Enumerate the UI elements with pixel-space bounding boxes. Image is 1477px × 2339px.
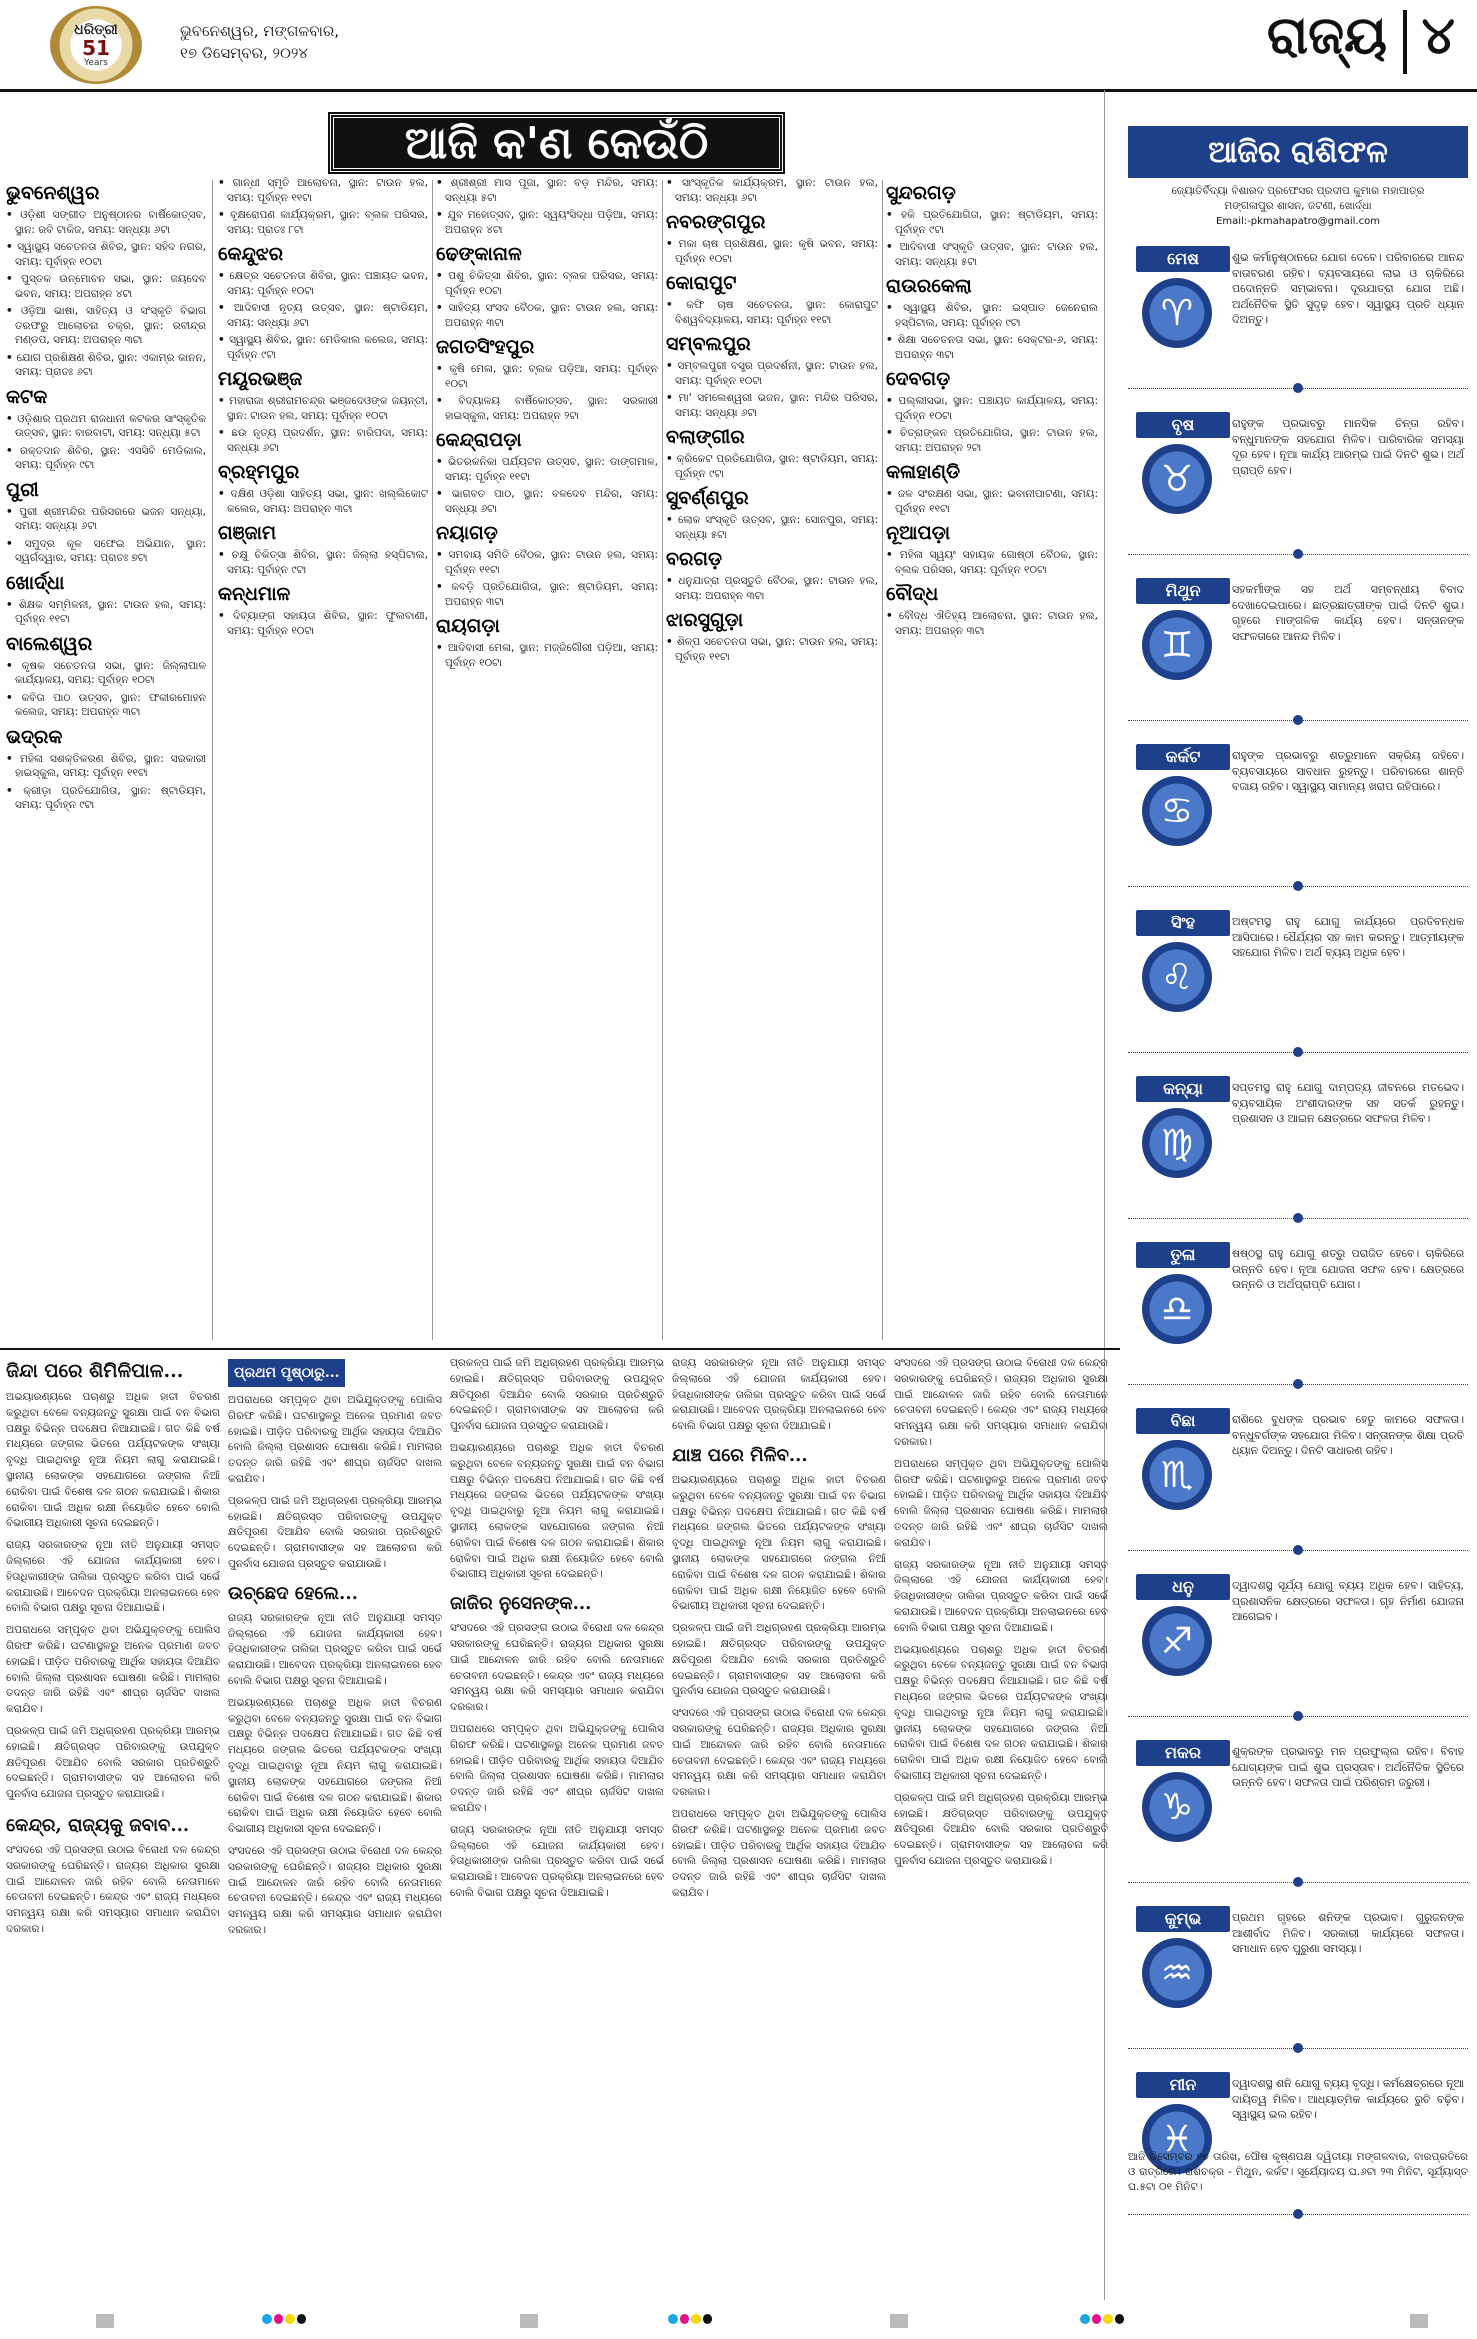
column-rule (432, 180, 433, 1340)
news-column (672, 1356, 886, 2291)
news-paragraph: ପ୍ରକଳ୍ପ ପାଇଁ ଜମି ଅଧିଗ୍ରହଣ ପ୍ରକ୍ରିୟା ଆରମ୍ଭ ହୋଇଛି। କ୍ଷତିଗ୍ରସ୍ତ ପରିବାରଙ୍କୁ ଉପଯୁକ୍ତ କ୍ଷତିପୂରଣ ଦିଆଯିବ ବୋଲି ସରକାର ପ୍ରତିଶ୍ରୁତି ଦେଇଛନ୍ତି। ଗ୍ରାମବାସୀଙ୍କ ସହ ଆଲୋଚନା କରି ପୁନର୍ବାସ ଯୋଜନା ପ୍ରସ୍ତୁତ କରାଯାଉଛି। (450, 1357, 664, 1433)
sign-separator (1128, 2048, 1468, 2058)
dateline (180, 20, 339, 64)
gray-bar (890, 2314, 908, 2328)
zodiac-icon: ♒ (1142, 1938, 1212, 2008)
event-item: • ଛଉ ନୃତ୍ୟ ପ୍ରଦର୍ଶନ, ସ୍ଥାନ: ବାରିପଦା, ସମୟ: ସନ୍ଧ୍ୟା ୬ଟା (218, 426, 428, 455)
event-item: • ସମ୍ବଲପୁରୀ ବସ୍ତ୍ର ପ୍ରଦର୍ଶନୀ, ସ୍ଥାନ: ଟାଉନ ହଲ, ସମୟ: ପୂର୍ବାହ୍ନ ୧୦ଟା (666, 359, 878, 388)
sign-prediction: ଦ୍ୱାଦଶସ୍ଥ ସୂର୍ଯ୍ୟ ଯୋଗୁ ବ୍ୟୟ ଅଧିକ ହେବ। ସାହିତ୍ୟ, ପ୍ରଶାସନିକ କ୍ଷେତ୍ରରେ ସଫଳତା। ଗୃହ ନିର୍ମାଣ ଯୋଜନା ଆଗେଇବ। (1232, 1579, 1464, 1623)
news-paragraph: ରାଜ୍ୟ ସରକାରଙ୍କ ନୂଆ ନୀତି ଅନୁଯାୟୀ ସମସ୍ତ ଜିଲ୍ଲାରେ ଏହି ଯୋଜନା କାର୍ଯ୍ୟକାରୀ ହେବ। ହିତାଧିକାରୀଙ୍କ ତାଲିକା ପ୍ରସ୍ତୁତ କରିବା ପାଇଁ ସର୍ଭେ କରାଯାଉଛି। ଆବେଦନ ପ୍ରକ୍ରିୟା ଅନଲାଇନରେ ହେବ ବୋଲି ବିଭାଗ ପକ୍ଷରୁ ସୂଚନା ଦିଆଯାଇଛି। (6, 1539, 220, 1615)
event-item: • ଗାନ୍ଧୀ ସ୍ମୃତି ଆଲୋଚନା, ସ୍ଥାନ: ଟାଉନ ହଲ, ସମୟ: ପୂର୍ବାହ୍ନ ୧୧ଟା (218, 176, 428, 205)
sign-label: ବୃଷ (1136, 412, 1230, 438)
horoscope-sign (1128, 1906, 1468, 2066)
color-registration-mark (262, 2314, 306, 2328)
city-heading: କେନ୍ଦ୍ରାପଡ଼ା (436, 429, 522, 451)
news-subheadline: କେନ୍ଦ୍ର, ରାଜ୍ୟକୁ ଜବାବ... (6, 1814, 190, 1836)
sign-label: ମେଷ (1136, 246, 1230, 272)
city-heading: ଭୁବନେଶ୍ୱର (6, 182, 100, 204)
zodiac-icon: ♑ (1142, 1772, 1212, 1842)
dateline-city-day: ଭୁବନେଶ୍ୱର, ମଙ୍ଗଳବାର, (180, 22, 340, 40)
event-item: • ଓଡ଼ିଆ ଭାଷା, ସାହିତ୍ୟ ଓ ସଂସ୍କୃତି ବିଭାଗ ତରଫରୁ ଆଲୋଚନା ଚକ୍ର, ସ୍ଥାନ: ରବୀନ୍ଦ୍ର ମଣ୍ଡପ, ସମୟ: ଅପରାହ୍ନ ୩ଟା (6, 304, 206, 348)
gray-bar (96, 2314, 114, 2328)
sign-label: ଧନୁ (1136, 1574, 1230, 1600)
news-column (228, 1356, 442, 2291)
news-subheadline: ଉଚ୍ଛେଦ ହେଲେ... (228, 1582, 358, 1604)
news-headline: ଜିନ୍ଦା ପରେ ଶିମିଳିପାଳ... (6, 1360, 184, 1382)
event-item: • କବଡ଼ି ପ୍ରତିଯୋଗିତା, ସ୍ଥାନ: ଷ୍ଟାଡିୟମ, ସମୟ: ଅପରାହ୍ନ ୩ଟା (436, 580, 658, 609)
event-item: • ଯୋଗ ପ୍ରଶିକ୍ଷଣ ଶିବିର, ସ୍ଥାନ: ଏକାମ୍ର କାନନ, ସମୟ: ପ୍ରାତଃ ୬ଟା (6, 351, 206, 380)
horoscope-author-block (1128, 184, 1468, 229)
column-rule (662, 180, 663, 1340)
sign-label: ତୁଳା (1136, 1242, 1230, 1268)
event-item: • ସାଂସ୍କୃତିକ କାର୍ଯ୍ୟକ୍ରମ, ସ୍ଥାନ: ଟାଉନ ହଲ, ସମୟ: ସନ୍ଧ୍ୟା ୬ଟା (666, 176, 878, 205)
zodiac-icon: ♏ (1142, 1440, 1212, 1510)
zodiac-icon: ♋ (1142, 776, 1212, 846)
page-divider (1403, 10, 1407, 74)
event-item: • କଫି ଚାଷ ସଚେତନତା, ସ୍ଥାନ: କୋରାପୁଟ ବିଶ୍ୱବିଦ୍ୟାଳୟ, ସମୟ: ପୂର୍ବାହ୍ନ ୧୧ଟା (666, 298, 878, 327)
event-item: • ଧନୁଯାତ୍ରା ପ୍ରସ୍ତୁତି ବୈଠକ, ସ୍ଥାନ: ଟାଉନ ହଲ, ସମୟ: ଅପରାହ୍ନ ୩ଟା (666, 574, 878, 603)
news-paragraph: ପ୍ରକଳ୍ପ ପାଇଁ ଜମି ଅଧିଗ୍ରହଣ ପ୍ରକ୍ରିୟା ଆରମ୍ଭ ହୋଇଛି। କ୍ଷତିଗ୍ରସ୍ତ ପରିବାରଙ୍କୁ ଉପଯୁକ୍ତ କ୍ଷତିପୂରଣ ଦିଆଯିବ ବୋଲି ସରକାର ପ୍ରତିଶ୍ରୁତି ଦେଇଛନ୍ତି। ଗ୍ରାମବାସୀଙ୍କ ସହ ଆଲୋଚନା କରି ପୁନର୍ବାସ ଯୋଜନା ପ୍ରସ୍ତୁତ କରାଯାଉଛି। (894, 1791, 1108, 1867)
event-item: • ଜଳ ସଂରକ୍ଷଣ ସଭା, ସ୍ଥାନ: ଭବାନୀପାଟଣା, ସମୟ: ପୂର୍ବାହ୍ନ ୧୧ଟା (886, 487, 1098, 516)
sign-label: ମକର (1136, 1740, 1230, 1766)
dateline-date: ୧୭ ଡିସେମ୍ବର, ୨୦୨୪ (180, 44, 308, 62)
event-item: • ପଶୁ ଚିକିତ୍ସା ଶିବିର, ସ୍ଥାନ: ବ୍ଲକ ପରିସର, ସମୟ: ପୂର୍ବାହ୍ନ ୧୦ଟା (436, 269, 658, 298)
city-heading: ମୟୂରଭଞ୍ଜ (218, 368, 303, 390)
city-heading: ଜଗତସିଂହପୁର (436, 336, 535, 358)
event-item: • ଶ୍ରୀଶ୍ରୀ ମାସ ପୂଜା, ସ୍ଥାନ: ବଡ଼ ମନ୍ଦିର, ସମୟ: ସନ୍ଧ୍ୟା ୫ଟା (436, 176, 658, 205)
event-item: • ପଲ୍ଲୀସଭା, ସ୍ଥାନ: ପଞ୍ଚାୟତ କାର୍ଯ୍ୟାଳୟ, ସମୟ: ପୂର୍ବାହ୍ନ ୧୦ଟା (886, 394, 1098, 423)
city-heading: ପୁରୀ (6, 478, 39, 501)
city-heading: ଗଞ୍ଜାମ (218, 522, 277, 544)
sign-separator (1128, 886, 1468, 896)
event-item: • ମହିଳା ସଶକ୍ତିକରଣ ଶିବିର, ସ୍ଥାନ: ସରକାରୀ ହାଇସ୍କୁଲ, ସମୟ: ପୂର୍ବାହ୍ନ ୧୧ଟା (6, 752, 206, 781)
city-heading: ନବରଙ୍ଗପୁର (666, 211, 766, 233)
event-item: • ଓଡ଼ିଶାର ପ୍ରଥମ ରାଜଧାନୀ କଟକର ସାଂସ୍କୃତିକ ଉତ୍ସବ, ସ୍ଥାନ: ବାରବାଟୀ, ସମୟ: ସନ୍ଧ୍ୟା ୫ଟା (6, 412, 206, 441)
event-item: • ଲୋକ ସଂସ୍କୃତି ଉତ୍ସବ, ସ୍ଥାନ: ସୋନପୁର, ସମୟ: ସନ୍ଧ୍ୟା ୫ଟା (666, 513, 878, 542)
events-banner: ଆଜି କ'ଣ କେଉଁଠି (330, 114, 783, 172)
sign-separator (1128, 388, 1468, 398)
news-paragraph: ରାଜ୍ୟ ସରକାରଙ୍କ ନୂଆ ନୀତି ଅନୁଯାୟୀ ସମସ୍ତ ଜିଲ୍ଲାରେ ଏହି ଯୋଜନା କାର୍ଯ୍ୟକାରୀ ହେବ। ହିତାଧିକାରୀଙ୍କ ତାଲିକା ପ୍ରସ୍ତୁତ କରିବା ପାଇଁ ସର୍ଭେ କରାଯାଉଛି। ଆବେଦନ ପ୍ରକ୍ରିୟା ଅନଲାଇନରେ ହେବ ବୋଲି ବିଭାଗ ପକ୍ଷରୁ ସୂଚନା ଦିଆଯାଇଛି। (672, 1357, 886, 1433)
horoscope-panel (1128, 126, 1468, 2296)
event-item: • ସମୁଦ୍ର କୂଳ ସଫେଇ ଅଭିଯାନ, ସ୍ଥାନ: ସ୍ୱର୍ଗଦ୍ୱାର, ସମୟ: ପ୍ରାତଃ ୭ଟା (6, 537, 206, 566)
event-item: • ମକା ଚାଷ ପ୍ରଶିକ୍ଷଣ, ସ୍ଥାନ: କୃଷି ଭବନ, ସମୟ: ପୂର୍ବାହ୍ନ ୧୦ଟା (666, 237, 878, 266)
city-heading: ଖୋର୍ଦ୍ଧା (6, 571, 65, 594)
event-item: • ଚିତ୍ରାଙ୍କନ ପ୍ରତିଯୋଗିତା, ସ୍ଥାନ: ଟାଉନ ହଲ, ସମୟ: ଅପରାହ୍ନ ୨ଟା (886, 426, 1098, 455)
city-heading: ସୁବର୍ଣ୍ଣପୁର (666, 487, 749, 509)
event-item: • ପୁସ୍ତକ ଉନ୍ମୋଚନ ସଭା, ସ୍ଥାନ: ଜୟଦେବ ଭବନ, ସମୟ: ଅପରାହ୍ନ ୪ଟା (6, 272, 206, 301)
city-heading: ବଲାଙ୍ଗୀର (666, 426, 745, 448)
events-column (886, 176, 1098, 1341)
sign-prediction: ରାଶିରେ ବୁଧଙ୍କ ପ୍ରଭାବ ହେତୁ କାମରେ ସଫଳତା। ବନ୍ଧୁବର୍ଗଙ୍କ ସହଯୋଗ ମିଳିବ। ସନ୍ତାନଙ୍କ ଶିକ୍ଷା ପ୍ରତି ଧ୍ୟାନ ଦିଅନ୍ତୁ। ଦିନଟି ସାଧାରଣ ରହିବ। (1232, 1413, 1464, 1457)
sign-prediction: ଷଷ୍ଠସ୍ଥ ରାହୁ ଯୋଗୁ ଶତ୍ରୁ ପରାଜିତ ହେବେ। ଚାକିରିରେ ଉନ୍ନତି ହେବ। ନୂଆ ଯୋଜନା ସଫଳ ହେବ। କ୍ଷେତ୍ରରେ ଉନ୍ନତି ଓ ଅର୍ଥପ୍ରାପ୍ତି ଯୋଗ। (1232, 1247, 1464, 1291)
section-name: ରାଜ୍ୟ (1266, 6, 1387, 66)
horoscope-sign (1128, 412, 1468, 572)
event-item: • ରକ୍ତଦାନ ଶିବିର, ସ୍ଥାନ: ଏସସିବି ମେଡିକାଲ, ସମୟ: ପୂର୍ବାହ୍ନ ୯ଟା (6, 444, 206, 473)
events-column (6, 176, 206, 1341)
sign-prediction: ସପ୍ତମସ୍ଥ ରାହୁ ଯୋଗୁ ଦାମ୍ପତ୍ୟ ଜୀବନରେ ମତଭେଦ। ବ୍ୟବସାୟିକ ଅଂଶୀଦାରଙ୍କ ସହ ସତର୍କ ରୁହନ୍ତୁ। ପ୍ରଶାସନ ଓ ଆଇନ କ୍ଷେତ୍ରରେ ସଫଳତା ମିଳିବ। (1232, 1081, 1464, 1125)
news-paragraph: ରାଜ୍ୟ ସରକାରଙ୍କ ନୂଆ ନୀତି ଅନୁଯାୟୀ ସମସ୍ତ ଜିଲ୍ଲାରେ ଏହି ଯୋଜନା କାର୍ଯ୍ୟକାରୀ ହେବ। ହିତାଧିକାରୀଙ୍କ ତାଲିକା ପ୍ରସ୍ତୁତ କରିବା ପାଇଁ ସର୍ଭେ କରାଯାଉଛି। ଆବେଦନ ପ୍ରକ୍ରିୟା ଅନଲାଇନରେ ହେବ ବୋଲି ବିଭାଗ ପକ୍ଷରୁ ସୂଚନା ଦିଆଯାଇଛି। (228, 1611, 442, 1687)
sign-separator (1128, 554, 1468, 564)
event-item: • ସାହିତ୍ୟ ସଂସଦ ବୈଠକ, ସ୍ଥାନ: ଟାଉନ ହଲ, ସମୟ: ଅପରାହ୍ନ ୩ଟା (436, 301, 658, 330)
print-marks (0, 2310, 1477, 2332)
page-number: ୪ (1421, 6, 1455, 66)
sign-prediction: ରାହୁଙ୍କ ପ୍ରଭାବରୁ ଶତ୍ରୁମାନେ ସକ୍ରିୟ ରହିବେ। ବ୍ୟବସାୟରେ ସାବଧାନ ରୁହନ୍ତୁ। ପରିବାରରେ ଶାନ୍ତି ବଜାୟ ରହିବ। ସ୍ୱାସ୍ଥ୍ୟ ସାମାନ୍ୟ ଖରାପ ରହିପାରେ। (1232, 749, 1464, 793)
sign-separator (1128, 1218, 1468, 1228)
sign-prediction: ରାହୁଙ୍କ ପ୍ରଭାବରୁ ମାନସିକ ଚିନ୍ତା ରହିବ। ବନ୍ଧୁମାନଙ୍କ ସହଯୋଗ ମିଳିବ। ପାରିବାରିକ ସମସ୍ୟା ଦୂର ହେବ। ନୂଆ କାର୍ଯ୍ୟ ଆରମ୍ଭ ପାଇଁ ଦିନଟି ଶୁଭ। ଅର୍ଥ ପ୍ରାପ୍ତି ହେବ। (1232, 417, 1464, 477)
news-subheadline: ଜାଜିର ନୁସେନଙ୍କ... (450, 1593, 592, 1615)
horoscope-address: ମଙ୍ଗଳାପୁର ଶାସନ, ଜଟଣୀ, ଖୋର୍ଦ୍ଧା (1224, 200, 1372, 212)
sign-label: ମୀନ (1136, 2072, 1230, 2098)
zodiac-icon: ♓ (1142, 2104, 1212, 2174)
event-item: • ଭାଗବତ ପାଠ, ସ୍ଥାନ: ବଳଦେବ ମନ୍ଦିର, ସମୟ: ସନ୍ଧ୍ୟା ୬ଟା (436, 487, 658, 516)
events-column (666, 176, 878, 1341)
sign-prediction: ଅଷ୍ଟମସ୍ଥ ରାହୁ ଯୋଗୁ କାର୍ଯ୍ୟରେ ପ୍ରତିବନ୍ଧକ ଆସିପାରେ। ଧୈର୍ଯ୍ୟର ସହ କାମ କରନ୍ତୁ। ଆତ୍ମୀୟଙ୍କ ସହଯୋଗ ମିଳିବ। ଅର୍ଥ ବ୍ୟୟ ଅଧିକ ହେବ। (1232, 915, 1464, 959)
sign-prediction: ଦ୍ୱାଦଶସ୍ଥ ଶନି ଯୋଗୁ ବ୍ୟୟ ବୃଦ୍ଧି। କର୍ମକ୍ଷେତ୍ରରେ ନୂଆ ଦାୟିତ୍ୱ ମିଳିବ। ଆଧ୍ୟାତ୍ମିକ କାର୍ଯ୍ୟରେ ରୁଚି ବଢ଼ିବ। ସ୍ୱାସ୍ଥ୍ୟ ଭଲ ରହିବ। (1232, 2077, 1464, 2121)
news-paragraph: ରାଜ୍ୟ ସରକାରଙ୍କ ନୂଆ ନୀତି ଅନୁଯାୟୀ ସମସ୍ତ ଜିଲ୍ଲାରେ ଏହି ଯୋଜନା କାର୍ଯ୍ୟକାରୀ ହେବ। ହିତାଧିକାରୀଙ୍କ ତାଲିକା ପ୍ରସ୍ତୁତ କରିବା ପାଇଁ ସର୍ଭେ କରାଯାଉଛି। ଆବେଦନ ପ୍ରକ୍ରିୟା ଅନଲାଇନରେ ହେବ ବୋଲି ବିଭାଗ ପକ୍ଷରୁ ସୂଚନା ଦିଆଯାଇଛି। (450, 1823, 664, 1899)
news-paragraph: ଅପରାଧରେ ସମ୍ପୃକ୍ତ ଥିବା ଅଭିଯୁକ୍ତଙ୍କୁ ପୋଲିସ ଗିରଫ କରିଛି। ଘଟଣାସ୍ଥଳରୁ ଅନେକ ପ୍ରମାଣ ଜବତ ହୋଇଛି। ପୀଡ଼ିତ ପରିବାରକୁ ଆର୍ଥିକ ସହାୟତା ଦିଆଯିବ ବୋଲି ଜିଲ୍ଲା ପ୍ରଶାସନ ଘୋଷଣା କରିଛି। ମାମଲାର ତଦନ୍ତ ଜାରି ରହିଛି ଏବଂ ଶୀଘ୍ର ଚାର୍ଜସିଟ ଦାଖଲ କରାଯିବ। (894, 1457, 1108, 1549)
event-item: • ଆଦିବାସୀ ନୃତ୍ୟ ଉତ୍ସବ, ସ୍ଥାନ: ଷ୍ଟାଡିୟମ, ସମୟ: ସନ୍ଧ୍ୟା ୬ଟା (218, 301, 428, 330)
event-item: • ଆଦିବାସୀ ସଂସ୍କୃତି ଉତ୍ସବ, ସ୍ଥାନ: ଟାଉନ ହଲ, ସମୟ: ସନ୍ଧ୍ୟା ୫ଟା (886, 240, 1098, 269)
event-item: • ଶିଳ୍ପ ସଚେତନତା ସଭା, ସ୍ଥାନ: ଟାଉନ ହଲ, ସମୟ: ପୂର୍ବାହ୍ନ ୧୧ଟା (666, 635, 878, 664)
event-item: • ସମବାୟ ସମିତି ବୈଠକ, ସ୍ଥାନ: ଟାଉନ ହଲ, ସମୟ: ପୂର୍ବାହ୍ନ ୧୧ଟା (436, 548, 658, 577)
news-paragraph: ସଂସଦରେ ଏହି ପ୍ରସଙ୍ଗ ଉଠାଇ ବିରୋଧୀ ଦଳ କେନ୍ଦ୍ର ସରକାରଙ୍କୁ ଘେରିଛନ୍ତି। ରାଜ୍ୟର ଅଧିକାର ସୁରକ୍ଷା ପାଇଁ ଆନ୍ଦୋଳନ ଜାରି ରହିବ ବୋଲି ନେତାମାନେ ଚେତାବନୀ ଦେଇଛନ୍ତି। କେନ୍ଦ୍ର ଏବଂ ରାଜ୍ୟ ମଧ୍ୟରେ ସମନ୍ୱୟ ରକ୍ଷା କରି ସମସ୍ୟାର ସମାଧାନ କରାଯିବା ଦରକାର। (894, 1357, 1108, 1448)
events-listing (0, 176, 1120, 1341)
column-rule (212, 180, 213, 1340)
zodiac-icon: ♈ (1142, 278, 1212, 348)
news-paragraph: ସଂସଦରେ ଏହି ପ୍ରସଙ୍ଗ ଉଠାଇ ବିରୋଧୀ ଦଳ କେନ୍ଦ୍ର ସରକାରଙ୍କୁ ଘେରିଛନ୍ତି। ରାଜ୍ୟର ଅଧିକାର ସୁରକ୍ଷା ପାଇଁ ଆନ୍ଦୋଳନ ଜାରି ରହିବ ବୋଲି ନେତାମାନେ ଚେତାବନୀ ଦେଇଛନ୍ତି। କେନ୍ଦ୍ର ଏବଂ ରାଜ୍ୟ ମଧ୍ୟରେ ସମନ୍ୱୟ ରକ୍ଷା କରି ସମସ୍ୟାର ସମାଧାନ କରାଯିବା ଦରକାର। (450, 1622, 664, 1714)
anniversary-logo (50, 6, 142, 84)
anniversary-number: 51 (82, 35, 110, 60)
event-item: • କ୍ରିକେଟ ପ୍ରତିଯୋଗିତା, ସ୍ଥାନ: ଷ୍ଟାଡିୟମ, ସମୟ: ପୂର୍ବାହ୍ନ ୯ଟା (666, 452, 878, 481)
news-paragraph: ଅପରାଧରେ ସମ୍ପୃକ୍ତ ଥିବା ଅଭିଯୁକ୍ତଙ୍କୁ ପୋଲିସ ଗିରଫ କରିଛି। ଘଟଣାସ୍ଥଳରୁ ଅନେକ ପ୍ରମାଣ ଜବତ ହୋଇଛି। ପୀଡ଼ିତ ପରିବାରକୁ ଆର୍ଥିକ ସହାୟତା ଦିଆଯିବ ବୋଲି ଜିଲ୍ଲା ପ୍ରଶାସନ ଘୋଷଣା କରିଛି। ମାମଲାର ତଦନ୍ତ ଜାରି ରହିଛି ଏବଂ ଶୀଘ୍ର ଚାର୍ଜସିଟ ଦାଖଲ କରାଯିବ। (228, 1394, 442, 1485)
zodiac-icon: ♊ (1142, 610, 1212, 680)
event-item: • ଚକ୍ଷୁ ଚିକିତ୍ସା ଶିବିର, ସ୍ଥାନ: ଜିଲ୍ଲା ହସ୍ପିଟାଲ, ସମୟ: ପୂର୍ବାହ୍ନ ୯ଟା (218, 548, 428, 577)
horoscope-email: Email:-pkmahapatro@gmail.com (1216, 216, 1380, 227)
event-item: • ଓଡ଼ିଶୀ ସଙ୍ଗୀତ ଅନୁଷ୍ଠାନର ବାର୍ଷିକୋତ୍ସବ, ସ୍ଥାନ: ରବି ଟାକିଜ, ସମୟ: ସନ୍ଧ୍ୟା ୬ଟା (6, 208, 206, 237)
city-heading: ସୁନ୍ଦରଗଡ଼ (886, 182, 956, 204)
city-heading: ସମ୍ବଲପୁର (666, 333, 751, 355)
masthead (0, 0, 1477, 92)
event-item: • କୃଷକ ସଚେତନତା ସଭା, ସ୍ଥାନ: ଜିଲ୍ଲାପାଳ କାର୍ଯ୍ୟାଳୟ, ସମୟ: ପୂର୍ବାହ୍ନ ୧୦ଟା (6, 659, 206, 688)
event-item: • ମହିଳା ସ୍ୱୟଂ ସହାୟକ ଗୋଷ୍ଠୀ ବୈଠକ, ସ୍ଥାନ: ବ୍ଲକ ପରିସର, ସମୟ: ପୂର୍ବାହ୍ନ ୧୦ଟା (886, 548, 1098, 577)
sign-separator (1128, 720, 1468, 730)
horoscope-sign (1128, 578, 1468, 738)
event-item: • ଦକ୍ଷିଣ ଓଡ଼ିଶା ସାହିତ୍ୟ ସଭା, ସ୍ଥାନ: ଖଲ୍ଲିକୋଟ କଲେଜ, ସମୟ: ଅପରାହ୍ନ ୩ଟା (218, 487, 428, 516)
sign-prediction: ସହକର୍ମୀଙ୍କ ସହ ଅର୍ଥ ସମ୍ବନ୍ଧୀୟ ବିବାଦ ଦେଖାଦେଇପାରେ। ଛାତ୍ରଛାତ୍ରୀଙ୍କ ପାଇଁ ଦିନଟି ଶୁଭ। ଗୃହରେ ମାଙ୍ଗଳିକ କାର୍ଯ୍ୟ ହେବ। ସନ୍ତାନଙ୍କ ସଫଳତାରେ ଆନନ୍ଦ ମିଳିବ। (1232, 583, 1464, 643)
brand-name: ଧରିତ୍ରୀ (74, 21, 118, 38)
events-column (218, 176, 428, 1341)
sign-separator (1128, 1550, 1468, 1560)
news-paragraph: ସଂସଦରେ ଏହି ପ୍ରସଙ୍ଗ ଉଠାଇ ବିରୋଧୀ ଦଳ କେନ୍ଦ୍ର ସରକାରଙ୍କୁ ଘେରିଛନ୍ତି। ରାଜ୍ୟର ଅଧିକାର ସୁରକ୍ଷା ପାଇଁ ଆନ୍ଦୋଳନ ଜାରି ରହିବ ବୋଲି ନେତାମାନେ ଚେତାବନୀ ଦେଇଛନ୍ତି। କେନ୍ଦ୍ର ଏବଂ ରାଜ୍ୟ ମଧ୍ୟରେ ସମନ୍ୱୟ ରକ୍ଷା କରି ସମସ୍ୟାର ସମାଧାନ କରାଯିବା ଦରକାର। (672, 1707, 886, 1799)
news-subheadline: ଯାଞ୍ଚ ପରେ ମିଳିବ... (672, 1444, 808, 1466)
anniversary-unit: Years (84, 57, 108, 68)
panchang-note: ଆଜି ଡିସେମ୍ବର ୧୭ ତାରିଖ, ପୌଷ କୃଷ୍ଣପକ୍ଷ ଦ୍ୱିତୀୟା ମଙ୍ଗଳବାର, ବାରପ୍ରତିରେ ଓ ରାତ୍ରିରେ। ରାଶିଚକ୍ର - ମିଥୁନ, କର୍କଟ। ସୂର୍ଯ୍ୟୋଦୟ ଘ.୬ଟା ୨୩ ମିନିଟ, ସୂର୍ଯ୍ୟାସ୍ତ ଘ.୫ଟା ୦୧ ମିନିଟ। (1128, 2151, 1468, 2193)
news-paragraph: ପ୍ରକଳ୍ପ ପାଇଁ ଜମି ଅଧିଗ୍ରହଣ ପ୍ରକ୍ରିୟା ଆରମ୍ଭ ହୋଇଛି। କ୍ଷତିଗ୍ରସ୍ତ ପରିବାରଙ୍କୁ ଉପଯୁକ୍ତ କ୍ଷତିପୂରଣ ଦିଆଯିବ ବୋଲି ସରକାର ପ୍ରତିଶ୍ରୁତି ଦେଇଛନ୍ତି। ଗ୍ରାମବାସୀଙ୍କ ସହ ଆଲୋଚନା କରି ପୁନର୍ବାସ ଯୋଜନା ପ୍ରସ୍ତୁତ କରାଯାଉଛି। (6, 1724, 220, 1801)
horoscope-sign (1128, 910, 1468, 1070)
event-item: • କବିତା ପାଠ ଉତ୍ସବ, ସ୍ଥାନ: ଫକୀରମୋହନ କଲେଜ, ସମୟ: ଅପରାହ୍ନ ୩ଟା (6, 691, 206, 720)
news-paragraph: ଅଭୟାରଣ୍ୟରେ ପଚାଶରୁ ଅଧିକ ହାତୀ ବିଚରଣ କରୁଥିବା ବେଳେ ବନ୍ୟଜନ୍ତୁ ସୁରକ୍ଷା ପାଇଁ ବନ ବିଭାଗ ପକ୍ଷରୁ ବିଭିନ୍ନ ପଦକ୍ଷେପ ନିଆଯାଇଛି। ଗତ କିଛି ବର୍ଷ ମଧ୍ୟରେ ଜଙ୍ଗଲ ଭିତରେ ପର୍ଯ୍ୟଟକଙ୍କ ସଂଖ୍ୟା ବୃଦ୍ଧି ପାଇଥିବାରୁ ନୂଆ ନିୟମ ଲାଗୁ କରାଯାଇଛି। ସ୍ଥାନୀୟ ଲୋକଙ୍କ ସହଯୋଗରେ ଜଙ୍ଗଲ ନିଆଁ ରୋକିବା ପାଇଁ ବିଶେଷ ଦଳ ଗଠନ କରାଯାଇଛି। ଶିକାର ରୋକିବା ପାଇଁ ଅଧିକ ରକ୍ଷୀ ନିୟୋଜିତ ହେବେ ବୋଲି ବିଭାଗୀୟ ଅଧିକାରୀ ସୂଚନା ଦେଇଛନ୍ତି। (6, 1391, 220, 1530)
sign-label: ବିଛା (1136, 1408, 1230, 1434)
horoscope-sign (1128, 744, 1468, 904)
news-paragraph: ଅପରାଧରେ ସମ୍ପୃକ୍ତ ଥିବା ଅଭିଯୁକ୍ତଙ୍କୁ ପୋଲିସ ଗିରଫ କରିଛି। ଘଟଣାସ୍ଥଳରୁ ଅନେକ ପ୍ରମାଣ ଜବତ ହୋଇଛି। ପୀଡ଼ିତ ପରିବାରକୁ ଆର୍ଥିକ ସହାୟତା ଦିଆଯିବ ବୋଲି ଜିଲ୍ଲା ପ୍ରଶାସନ ଘୋଷଣା କରିଛି। ମାମଲାର ତଦନ୍ତ ଜାରି ରହିଛି ଏବଂ ଶୀଘ୍ର ଚାର୍ଜସିଟ ଦାଖଲ କରାଯିବ। (672, 1807, 886, 1899)
news-paragraph: ଅଭୟାରଣ୍ୟରେ ପଚାଶରୁ ଅଧିକ ହାତୀ ବିଚରଣ କରୁଥିବା ବେଳେ ବନ୍ୟଜନ୍ତୁ ସୁରକ୍ଷା ପାଇଁ ବନ ବିଭାଗ ପକ୍ଷରୁ ବିଭିନ୍ନ ପଦକ୍ଷେପ ନିଆଯାଇଛି। ଗତ କିଛି ବର୍ଷ ମଧ୍ୟରେ ଜଙ୍ଗଲ ଭିତରେ ପର୍ଯ୍ୟଟକଙ୍କ ସଂଖ୍ୟା ବୃଦ୍ଧି ପାଇଥିବାରୁ ନୂଆ ନିୟମ ଲାଗୁ କରାଯାଇଛି। ସ୍ଥାନୀୟ ଲୋକଙ୍କ ସହଯୋଗରେ ଜଙ୍ଗଲ ନିଆଁ ରୋକିବା ପାଇଁ ବିଶେଷ ଦଳ ଗଠନ କରାଯାଇଛି। ଶିକାର ରୋକିବା ପାଇଁ ଅଧିକ ରକ୍ଷୀ ନିୟୋଜିତ ହେବେ ବୋଲି ବିଭାଗୀୟ ଅଧିକାରୀ ସୂଚନା ଦେଇଛନ୍ତି। (894, 1643, 1108, 1782)
event-item: • ଯୁବ ମହୋତ୍ସବ, ସ୍ଥାନ: ସ୍ୱୟଂସିଦ୍ଧା ପଡ଼ିଆ, ସମୟ: ଅପରାହ୍ନ ୪ଟା (436, 208, 658, 237)
news-column (894, 1356, 1108, 2291)
news-column (450, 1356, 664, 2291)
event-item: • ସ୍ୱାସ୍ଥ୍ୟ ସଚେତନତା ଶିବିର, ସ୍ଥାନ: ସହିଦ ନଗର, ସମୟ: ପୂର୍ବାହ୍ନ ୧୦ଟା (6, 240, 206, 269)
zodiac-icon: ♐ (1142, 1606, 1212, 1676)
event-item: • କ୍ରୀଡ଼ା ପ୍ରତିଯୋଗିତା, ସ୍ଥାନ: ଷ୍ଟାଡିୟମ, ସମୟ: ପୂର୍ବାହ୍ନ ୯ଟା (6, 784, 206, 813)
horoscope-sign (1128, 1242, 1468, 1402)
news-paragraph: ଅଭୟାରଣ୍ୟରେ ପଚାଶରୁ ଅଧିକ ହାତୀ ବିଚରଣ କରୁଥିବା ବେଳେ ବନ୍ୟଜନ୍ତୁ ସୁରକ୍ଷା ପାଇଁ ବନ ବିଭାଗ ପକ୍ଷରୁ ବିଭିନ୍ନ ପଦକ୍ଷେପ ନିଆଯାଇଛି। ଗତ କିଛି ବର୍ଷ ମଧ୍ୟରେ ଜଙ୍ଗଲ ଭିତରେ ପର୍ଯ୍ୟଟକଙ୍କ ସଂଖ୍ୟା ବୃଦ୍ଧି ପାଇଥିବାରୁ ନୂଆ ନିୟମ ଲାଗୁ କରାଯାଇଛି। ସ୍ଥାନୀୟ ଲୋକଙ୍କ ସହଯୋଗରେ ଜଙ୍ଗଲ ନିଆଁ ରୋକିବା ପାଇଁ ବିଶେଷ ଦଳ ଗଠନ କରାଯାଇଛି। ଶିକାର ରୋକିବା ପାଇଁ ଅଧିକ ରକ୍ଷୀ ନିୟୋଜିତ ହେବେ ବୋଲି ବିଭାଗୀୟ ଅଧିକାରୀ ସୂଚନା ଦେଇଛନ୍ତି। (672, 1473, 886, 1613)
city-heading: ବାଲେଶ୍ୱର (6, 632, 93, 655)
sign-label: କୁମ୍ଭ (1136, 1906, 1230, 1932)
event-item: • ବୌଦ୍ଧ ଐତିହ୍ୟ ଆଲୋଚନା, ସ୍ଥାନ: ଟାଉନ ହଲ, ସମୟ: ଅପରାହ୍ନ ୩ଟା (886, 609, 1098, 638)
event-item: • ଭିତରକନିକା ପର୍ଯ୍ୟଟନ ଉତ୍ସବ, ସ୍ଥାନ: ଡାଙ୍ଗମାଳ, ସମୟ: ପୂର୍ବାହ୍ନ ୧୧ଟା (436, 455, 658, 484)
horoscope-sign (1128, 246, 1468, 406)
zodiac-icon: ♎ (1142, 1274, 1212, 1344)
news-paragraph: ଅଭୟାରଣ୍ୟରେ ପଚାଶରୁ ଅଧିକ ହାତୀ ବିଚରଣ କରୁଥିବା ବେଳେ ବନ୍ୟଜନ୍ତୁ ସୁରକ୍ଷା ପାଇଁ ବନ ବିଭାଗ ପକ୍ଷରୁ ବିଭିନ୍ନ ପଦକ୍ଷେପ ନିଆଯାଇଛି। ଗତ କିଛି ବର୍ଷ ମଧ୍ୟରେ ଜଙ୍ଗଲ ଭିତରେ ପର୍ଯ୍ୟଟକଙ୍କ ସଂଖ୍ୟା ବୃଦ୍ଧି ପାଇଥିବାରୁ ନୂଆ ନିୟମ ଲାଗୁ କରାଯାଇଛି। ସ୍ଥାନୀୟ ଲୋକଙ୍କ ସହଯୋଗରେ ଜଙ୍ଗଲ ନିଆଁ ରୋକିବା ପାଇଁ ବିଶେଷ ଦଳ ଗଠନ କରାଯାଇଛି। ଶିକାର ରୋକିବା ପାଇଁ ଅଧିକ ରକ୍ଷୀ ନିୟୋଜିତ ହେବେ ବୋଲି ବିଭାଗୀୟ ଅଧିକାରୀ ସୂଚନା ଦେଇଛନ୍ତି। (450, 1441, 664, 1581)
city-heading: ଦେବଗଡ଼ (886, 368, 951, 390)
sign-separator (1128, 2214, 1468, 2224)
city-heading: ଝାରସୁଗୁଡ଼ା (666, 609, 744, 631)
city-heading: ରାୟଗଡ଼ା (436, 615, 500, 637)
zodiac-icon: ♌ (1142, 942, 1212, 1012)
city-heading: କୋରାପୁଟ (666, 272, 737, 294)
color-registration-mark (1080, 2314, 1124, 2328)
sign-label: ମିଥୁନ (1136, 578, 1230, 604)
zodiac-icon: ♉ (1142, 444, 1212, 514)
news-paragraph: ପ୍ରକଳ୍ପ ପାଇଁ ଜମି ଅଧିଗ୍ରହଣ ପ୍ରକ୍ରିୟା ଆରମ୍ଭ ହୋଇଛି। କ୍ଷତିଗ୍ରସ୍ତ ପରିବାରଙ୍କୁ ଉପଯୁକ୍ତ କ୍ଷତିପୂରଣ ଦିଆଯିବ ବୋଲି ସରକାର ପ୍ରତିଶ୍ରୁତି ଦେଇଛନ୍ତି। ଗ୍ରାମବାସୀଙ୍କ ସହ ଆଲୋଚନା କରି ପୁନର୍ବାସ ଯୋଜନା ପ୍ରସ୍ତୁତ କରାଯାଉଛି। (228, 1494, 442, 1570)
events-column (436, 176, 658, 1341)
sign-prediction: ଶୁକ୍ରଙ୍କ ପ୍ରଭାବରୁ ମନ ପ୍ରଫୁଲ୍ଲ ରହିବ। ବିବାହ ଯୋଗ୍ୟଙ୍କ ପାଇଁ ଶୁଭ ପ୍ରସ୍ତାବ। ଅର୍ଥନୈତିକ ସ୍ଥିତିରେ ଉନ୍ନତି ହେବ। ସଫଳତା ପାଇଁ ପରିଶ୍ରମ ଜରୁରୀ। (1232, 1745, 1464, 1789)
city-heading: ନୟାଗଡ଼ (436, 522, 498, 544)
sign-separator (1128, 1052, 1468, 1062)
sign-prediction: ପ୍ରଥମ ଗୃହରେ ଶନିଙ୍କ ପ୍ରଭାବ। ଗୁରୁଜନଙ୍କ ଆଶୀର୍ବାଦ ମିଳିବ। ସରକାରୀ କାର୍ଯ୍ୟରେ ସଫଳତା। ସମାଧାନ ହେବ ପୁରୁଣା ସମସ୍ୟା। (1232, 1911, 1464, 1955)
event-item: • ସ୍ୱାସ୍ଥ୍ୟ ଶିବିର, ସ୍ଥାନ: ଇସ୍ପାତ ଜେନେରାଲ ହସ୍ପିଟାଲ, ସମୟ: ପୂର୍ବାହ୍ନ ୯ଟା (886, 301, 1098, 330)
event-item: • କ୍ଷେତ୍ର ସଚେତନତା ଶିବିର, ସ୍ଥାନ: ପଞ୍ଚାୟତ ଭବନ, ସମୟ: ପୂର୍ବାହ୍ନ ୧୦ଟା (218, 269, 428, 298)
horoscope-author: ଜ୍ୟୋତିର୍ବିଦ୍ୟା ବିଶାରଦ ପ୍ରଫେସର ପ୍ରଦୀପ କୁମାର ମହାପାତ୍ର (1171, 185, 1425, 197)
news-paragraph: ଅପରାଧରେ ସମ୍ପୃକ୍ତ ଥିବା ଅଭିଯୁକ୍ତଙ୍କୁ ପୋଲିସ ଗିରଫ କରିଛି। ଘଟଣାସ୍ଥଳରୁ ଅନେକ ପ୍ରମାଣ ଜବତ ହୋଇଛି। ପୀଡ଼ିତ ପରିବାରକୁ ଆର୍ଥିକ ସହାୟତା ଦିଆଯିବ ବୋଲି ଜିଲ୍ଲା ପ୍ରଶାସନ ଘୋଷଣା କରିଛି। ମାମଲାର ତଦନ୍ତ ଜାରି ରହିଛି ଏବଂ ଶୀଘ୍ର ଚାର୍ଜସିଟ ଦାଖଲ କରାଯିବ। (6, 1624, 220, 1716)
event-item: • ପୁରୀ ଶ୍ରୀମନ୍ଦିର ପରିସରରେ ଭଜନ ସନ୍ଧ୍ୟା, ସମୟ: ସନ୍ଧ୍ୟା ୬ଟା (6, 505, 206, 534)
sign-label: କନ୍ୟା (1136, 1076, 1230, 1102)
city-heading: କେନ୍ଦୁଝର (218, 243, 284, 265)
horoscope-sign (1128, 1740, 1468, 1900)
gray-bar (1410, 2314, 1428, 2328)
horoscope-sign (1128, 1076, 1468, 1236)
news-paragraph: ଅଭୟାରଣ୍ୟରେ ପଚାଶରୁ ଅଧିକ ହାତୀ ବିଚରଣ କରୁଥିବା ବେଳେ ବନ୍ୟଜନ୍ତୁ ସୁରକ୍ଷା ପାଇଁ ବନ ବିଭାଗ ପକ୍ଷରୁ ବିଭିନ୍ନ ପଦକ୍ଷେପ ନିଆଯାଇଛି। ଗତ କିଛି ବର୍ଷ ମଧ୍ୟରେ ଜଙ୍ଗଲ ଭିତରେ ପର୍ଯ୍ୟଟକଙ୍କ ସଂଖ୍ୟା ବୃଦ୍ଧି ପାଇଥିବାରୁ ନୂଆ ନିୟମ ଲାଗୁ କରାଯାଇଛି। ସ୍ଥାନୀୟ ଲୋକଙ୍କ ସହଯୋଗରେ ଜଙ୍ଗଲ ନିଆଁ ରୋକିବା ପାଇଁ ବିଶେଷ ଦଳ ଗଠନ କରାଯାଇଛି। ଶିକାର ରୋକିବା ପାଇଁ ଅଧିକ ରକ୍ଷୀ ନିୟୋଜିତ ହେବେ ବୋଲି ବିଭାଗୀୟ ଅଧିକାରୀ ସୂଚନା ଦେଇଛନ୍ତି। (228, 1696, 442, 1836)
news-paragraph: ସଂସଦରେ ଏହି ପ୍ରସଙ୍ଗ ଉଠାଇ ବିରୋଧୀ ଦଳ କେନ୍ଦ୍ର ସରକାରଙ୍କୁ ଘେରିଛନ୍ତି। ରାଜ୍ୟର ଅଧିକାର ସୁରକ୍ଷା ପାଇଁ ଆନ୍ଦୋଳନ ଜାରି ରହିବ ବୋଲି ନେତାମାନେ ଚେତାବନୀ ଦେଇଛନ୍ତି। କେନ୍ଦ୍ର ଏବଂ ରାଜ୍ୟ ମଧ୍ୟରେ ସମନ୍ୱୟ ରକ୍ଷା କରି ସମସ୍ୟାର ସମାଧାନ କରାଯିବା ଦରକାର। (228, 1844, 442, 1936)
news-paragraph: ଅପରାଧରେ ସମ୍ପୃକ୍ତ ଥିବା ଅଭିଯୁକ୍ତଙ୍କୁ ପୋଲିସ ଗିରଫ କରିଛି। ଘଟଣାସ୍ଥଳରୁ ଅନେକ ପ୍ରମାଣ ଜବତ ହୋଇଛି। ପୀଡ଼ିତ ପରିବାରକୁ ଆର୍ଥିକ ସହାୟତା ଦିଆଯିବ ବୋଲି ଜିଲ୍ଲା ପ୍ରଶାସନ ଘୋଷଣା କରିଛି। ମାମଲାର ତଦନ୍ତ ଜାରି ରହିଛି ଏବଂ ଶୀଘ୍ର ଚାର୍ଜସିଟ ଦାଖଲ କରାଯିବ। (450, 1722, 664, 1814)
continued-tag: ପ୍ରଥମ ପୃଷ୍ଠାରୁ... (228, 1359, 345, 1387)
color-registration-mark (668, 2314, 712, 2328)
zodiac-icon: ♍ (1142, 1108, 1212, 1178)
city-heading: କଳାହାଣ୍ଡି (886, 461, 961, 483)
event-item: • ଶିକ୍ଷକ ସମ୍ମିଳନୀ, ସ୍ଥାନ: ଟାଉନ ହଲ, ସମୟ: ପୂର୍ବାହ୍ନ ୧୧ଟା (6, 598, 206, 627)
news-column (6, 1356, 220, 2291)
event-item: • କୃଷି ମେଳା, ସ୍ଥାନ: ବ୍ଲକ ପଡ଼ିଆ, ସମୟ: ପୂର୍ବାହ୍ନ ୧୦ଟା (436, 362, 658, 391)
sign-separator (1128, 1384, 1468, 1394)
city-heading: କଟକ (6, 385, 48, 408)
sign-separator (1128, 1716, 1468, 1726)
news-section (0, 1348, 1120, 2293)
city-heading: ଭଦ୍ରକ (6, 725, 63, 748)
news-paragraph: ରାଜ୍ୟ ସରକାରଙ୍କ ନୂଆ ନୀତି ଅନୁଯାୟୀ ସମସ୍ତ ଜିଲ୍ଲାରେ ଏହି ଯୋଜନା କାର୍ଯ୍ୟକାରୀ ହେବ। ହିତାଧିକାରୀଙ୍କ ତାଲିକା ପ୍ରସ୍ତୁତ କରିବା ପାଇଁ ସର୍ଭେ କରାଯାଉଛି। ଆବେଦନ ପ୍ରକ୍ରିୟା ଅନଲାଇନରେ ହେବ ବୋଲି ବିଭାଗ ପକ୍ଷରୁ ସୂଚନା ଦିଆଯାଇଛି। (894, 1558, 1108, 1634)
event-item: • ମା' ସମଲେଶ୍ୱରୀ ଭଜନ, ସ୍ଥାନ: ମନ୍ଦିର ପରିସର, ସମୟ: ସନ୍ଧ୍ୟା ୬ଟା (666, 391, 878, 420)
event-item: • ଶିକ୍ଷା ସଚେତନତା ସଭା, ସ୍ଥାନ: ସେକ୍ଟର-୬, ସମୟ: ଅପରାହ୍ନ ୩ଟା (886, 333, 1098, 362)
news-paragraph: ସଂସଦରେ ଏହି ପ୍ରସଙ୍ଗ ଉଠାଇ ବିରୋଧୀ ଦଳ କେନ୍ଦ୍ର ସରକାରଙ୍କୁ ଘେରିଛନ୍ତି। ରାଜ୍ୟର ଅଧିକାର ସୁରକ୍ଷା ପାଇଁ ଆନ୍ଦୋଳନ ଜାରି ରହିବ ବୋଲି ନେତାମାନେ ଚେତାବନୀ ଦେଇଛନ୍ତି। କେନ୍ଦ୍ର ଏବଂ ରାଜ୍ୟ ମଧ୍ୟରେ ସମନ୍ୱୟ ରକ୍ଷା କରି ସମସ୍ୟାର ସମାଧାନ କରାଯିବା ଦରକାର। (6, 1843, 220, 1935)
horoscope-sign (1128, 1408, 1468, 1568)
event-item: • ମହାରାଜା ଶ୍ରୀରାମଚନ୍ଦ୍ର ଭଞ୍ଜଦେଓଙ୍କ ଜୟନ୍ତୀ, ସ୍ଥାନ: ଟାଉନ ହଲ, ସମୟ: ପୂର୍ବାହ୍ନ ୧୦ଟା (218, 394, 428, 423)
sign-prediction: ଶୁଭ କର୍ମାନୁଷ୍ଠାନରେ ଯୋଗ ଦେବେ। ପରିବାରରେ ଆନନ୍ଦ ବାତାବରଣ ରହିବ। ବ୍ୟବସାୟରେ ଲାଭ ଓ ଚାକିରିରେ ପଦୋନ୍ନତି ସମ୍ଭାବନା। ଦୂରଯାତ୍ରା ଯୋଗ ଅଛି। ଅର୍ଥନୈତିକ ସ୍ଥିତି ସୁଦୃଢ଼ ହେବ। ସ୍ୱାସ୍ଥ୍ୟ ପ୍ରତି ଧ୍ୟାନ ଦିଅନ୍ତୁ। (1232, 251, 1464, 326)
horoscope-title: ଆଜିର ରାଶିଫଳ (1128, 126, 1468, 178)
news-paragraph: ପ୍ରକଳ୍ପ ପାଇଁ ଜମି ଅଧିଗ୍ରହଣ ପ୍ରକ୍ରିୟା ଆରମ୍ଭ ହୋଇଛି। କ୍ଷତିଗ୍ରସ୍ତ ପରିବାରଙ୍କୁ ଉପଯୁକ୍ତ କ୍ଷତିପୂରଣ ଦିଆଯିବ ବୋଲି ସରକାର ପ୍ରତିଶ୍ରୁତି ଦେଇଛନ୍ତି। ଗ୍ରାମବାସୀଙ୍କ ସହ ଆଲୋଚନା କରି ପୁନର୍ବାସ ଯୋଜନା ପ୍ରସ୍ତୁତ କରାଯାଉଛି। (672, 1622, 886, 1698)
city-heading: ରାଉରକେଲା (886, 275, 972, 297)
city-heading: ଢେଙ୍କାନାଳ (436, 243, 522, 265)
sign-separator (1128, 1882, 1468, 1892)
gray-bar (520, 2314, 538, 2328)
event-item: • ଆଦିବାସୀ ମେଳା, ସ୍ଥାନ: ମଜ୍ଜିଗୌରୀ ପଡ଼ିଆ, ସମୟ: ପୂର୍ବାହ୍ନ ୧୦ଟା (436, 641, 658, 670)
sign-label: କର୍କଟ (1136, 744, 1230, 770)
city-heading: କନ୍ଧମାଳ (218, 583, 291, 605)
city-heading: ବ୍ରହ୍ମପୁର (218, 461, 300, 483)
event-item: • ବିଦ୍ୟାଳୟ ବାର୍ଷିକୋତ୍ସବ, ସ୍ଥାନ: ସରକାରୀ ହାଇସ୍କୁଲ, ସମୟ: ଅପରାହ୍ନ ୨ଟା (436, 394, 658, 423)
event-item: • ସ୍ୱାସ୍ଥ୍ୟ ଶିବିର, ସ୍ଥାନ: ମେଡିକାଲ କଲେଜ, ସମୟ: ପୂର୍ବାହ୍ନ ୯ଟା (218, 333, 428, 362)
event-item: • ବୃକ୍ଷରୋପଣ କାର୍ଯ୍ୟକ୍ରମ, ସ୍ଥାନ: ବ୍ଲକ ପରିସର, ସମୟ: ପ୍ରାତଃ ୮ଟା (218, 208, 428, 237)
event-item: • ହକି ପ୍ରତିଯୋଗିତା, ସ୍ଥାନ: ଷ୍ଟାଡିୟମ, ସମୟ: ପୂର୍ବାହ୍ନ ୯ଟା (886, 208, 1098, 237)
horoscope-sign (1128, 1574, 1468, 1734)
event-item: • ଦିବ୍ୟାଙ୍ଗ ସହାୟତା ଶିବିର, ସ୍ଥାନ: ଫୁଲବାଣୀ, ସମୟ: ପୂର୍ବାହ୍ନ ୧୦ଟା (218, 609, 428, 638)
city-heading: ବରଗଡ଼ (666, 548, 723, 570)
column-rule (882, 180, 883, 1340)
sign-label: ସିଂହ (1136, 910, 1230, 936)
city-heading: ନୂଆପଡ଼ା (886, 522, 951, 544)
city-heading: ବୌଦ୍ଧ (886, 583, 939, 605)
